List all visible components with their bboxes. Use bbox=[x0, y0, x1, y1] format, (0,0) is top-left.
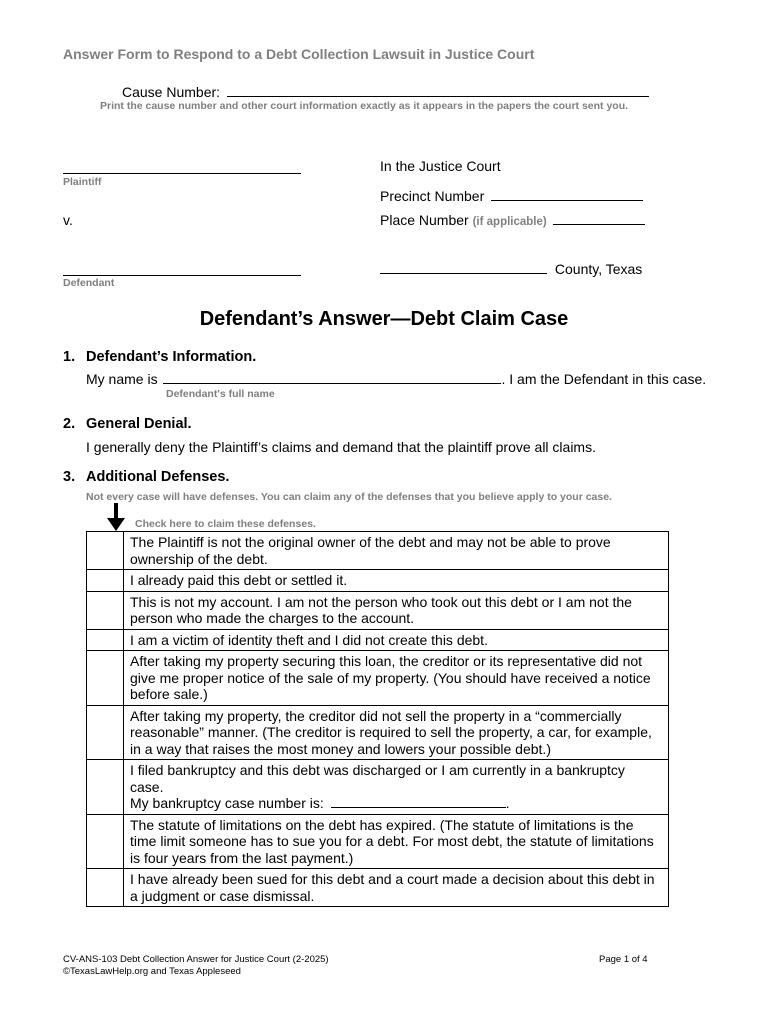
name-suffix: . I am the Defendant in this case. bbox=[501, 371, 707, 387]
defense-text: I filed bankruptcy and this debt was discharged or I am currently in a bankruptcy case. bbox=[130, 762, 625, 795]
defense-checkbox[interactable] bbox=[87, 814, 124, 869]
defense-checkbox[interactable] bbox=[87, 869, 124, 907]
section-2-number: 2. bbox=[63, 416, 76, 432]
defense-checkbox[interactable] bbox=[87, 760, 124, 815]
precinct-field[interactable] bbox=[491, 188, 643, 201]
defense-row bbox=[87, 869, 669, 907]
defense-text: After taking my property securing this loan, the creditor or its representative did not give me proper notice of the sale of my property. (You should have received a notice before sale.) bbox=[124, 651, 669, 706]
defense-checkbox[interactable] bbox=[87, 570, 124, 592]
section-3-heading bbox=[63, 469, 229, 485]
form-header-title: Answer Form to Respond to a Debt Collection Lawsuit in Justice Court bbox=[63, 46, 535, 62]
plaintiff-field[interactable] bbox=[63, 173, 301, 174]
defendant-label: Defendant bbox=[63, 277, 115, 289]
footer-copyright: ©TexasLawHelp.org and Texas Appleseed bbox=[63, 966, 241, 977]
document-title: Defendant’s Answer—Debt Claim Case bbox=[199, 308, 569, 330]
defense-checkbox[interactable] bbox=[87, 629, 124, 651]
defense-text: The Plaintiff is not the original owner of the debt and may not be able to prove ownership of the debt. bbox=[124, 532, 669, 570]
cause-number-help: Print the cause number and other court information exactly as it appears in the papers the court sent you. bbox=[100, 100, 629, 112]
place-field[interactable] bbox=[553, 212, 645, 225]
precinct-label: Precinct Number bbox=[380, 188, 485, 204]
footer-form-id: CV-ANS-103 Debt Collection Answer for Justice Court (2-2025) bbox=[63, 954, 329, 965]
defense-text: The statute of limitations on the debt has expired. (The statute of limitations is the time limit someone has to sue you for a debt. For most debt, the statute of limitations is four years from the last payment.) bbox=[124, 814, 669, 869]
down-arrow-icon bbox=[106, 503, 126, 533]
defense-row bbox=[87, 570, 669, 592]
section-2-heading bbox=[63, 416, 192, 432]
place-label: Place Number bbox=[380, 212, 469, 228]
county-suffix: County, Texas bbox=[554, 261, 643, 277]
section-1-number: 1. bbox=[63, 349, 76, 365]
county-row bbox=[380, 261, 642, 277]
defense-cell-bankruptcy bbox=[124, 760, 669, 815]
cause-number-field[interactable] bbox=[227, 84, 649, 97]
cause-number-row bbox=[122, 84, 649, 100]
general-denial-text: I generally deny the Plaintiff’s claims and demand that the plaintiff prove all claims. bbox=[86, 439, 596, 455]
section-1-heading bbox=[63, 349, 256, 365]
section-2-title: General Denial. bbox=[86, 416, 192, 432]
defense-text: I am a victim of identity theft and I did not create this debt. bbox=[124, 629, 669, 651]
defense-row bbox=[87, 651, 669, 706]
defense-row bbox=[87, 760, 669, 815]
defendant-full-name-label: Defendant's full name bbox=[166, 388, 275, 400]
defense-row bbox=[87, 705, 669, 760]
defense-row bbox=[87, 814, 669, 869]
bankruptcy-case-label: My bankruptcy case number is: bbox=[130, 795, 324, 811]
defense-checkbox[interactable] bbox=[87, 651, 124, 706]
section-3-number: 3. bbox=[63, 469, 76, 485]
footer-page-number: Page 1 of 4 bbox=[599, 954, 648, 965]
cause-number-label: Cause Number: bbox=[122, 84, 221, 100]
defense-row bbox=[87, 591, 669, 629]
bankruptcy-case-row: My bankruptcy case number is: . bbox=[130, 795, 510, 811]
plaintiff-label: Plaintiff bbox=[63, 176, 102, 188]
defense-text: I already paid this debt or settled it. bbox=[124, 570, 669, 592]
defenses-note: Not every case will have defenses. You can claim any of the defenses that you believe apply to your case. bbox=[86, 491, 612, 503]
court-name: In the Justice Court bbox=[380, 158, 501, 174]
defense-checkbox[interactable] bbox=[87, 591, 124, 629]
place-row bbox=[380, 212, 645, 228]
bankruptcy-case-field[interactable] bbox=[331, 795, 506, 808]
defense-text: I have already been sued for this debt and a court made a decision about this debt in a judgment or case dismissal. bbox=[124, 869, 669, 907]
defense-row bbox=[87, 532, 669, 570]
defenses-table bbox=[86, 531, 669, 907]
section-1-title: Defendant’s Information. bbox=[86, 349, 257, 365]
section-1-line bbox=[86, 371, 706, 387]
name-prefix: My name is bbox=[86, 371, 158, 387]
defendant-full-name-field[interactable] bbox=[163, 371, 501, 384]
defendant-field[interactable] bbox=[63, 275, 301, 276]
place-note: (if applicable) bbox=[472, 216, 547, 228]
defense-text: This is not my account. I am not the person who took out this debt or I am not the person who made the charges to the account. bbox=[124, 591, 669, 629]
defense-row bbox=[87, 629, 669, 651]
check-hint: Check here to claim these defenses. bbox=[135, 518, 316, 530]
section-3-title: Additional Defenses. bbox=[86, 469, 230, 485]
versus-text: v. bbox=[63, 212, 73, 228]
precinct-row bbox=[380, 188, 643, 204]
county-field[interactable] bbox=[380, 261, 547, 274]
defense-checkbox[interactable] bbox=[87, 532, 124, 570]
defense-text: After taking my property, the creditor did not sell the property in a “commercially reasonable” manner. (The creditor is required to sell the property, a car, for example, in a way that raises the most money and lowers your possible debt.) bbox=[124, 705, 669, 760]
defense-checkbox[interactable] bbox=[87, 705, 124, 760]
